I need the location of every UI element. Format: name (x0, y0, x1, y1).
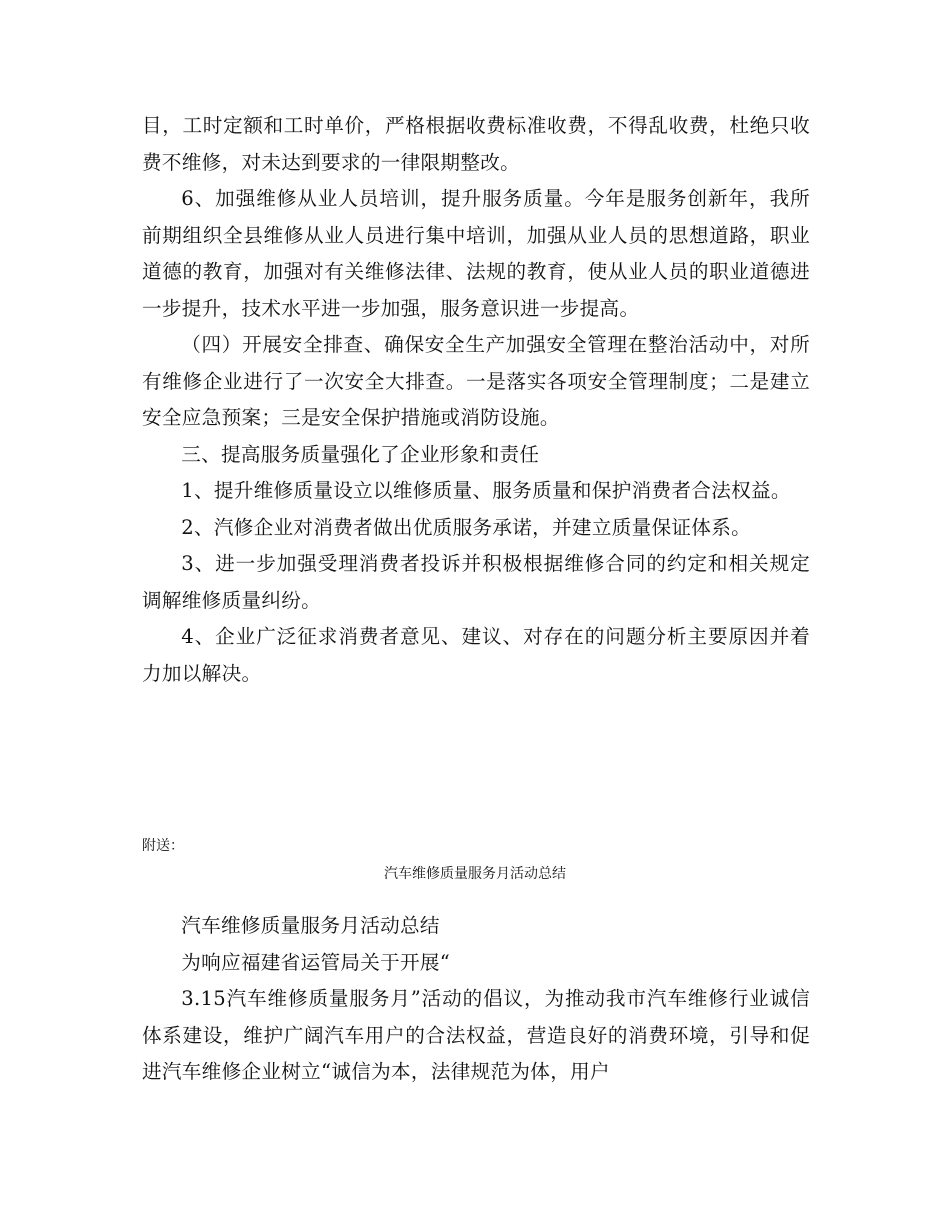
section-heading: 三、提高服务质量强化了企业形象和责任 (181, 442, 540, 466)
paragraph: 1、提升维修质量设立以维修质量、服务质量和保护消费者合法权益。 (181, 479, 791, 502)
appendix-label: 附送： (142, 838, 184, 854)
appendix-title: 汽车维修质量服务月活动总结 (384, 866, 566, 882)
body-text-section-1 (142, 108, 810, 692)
paragraph: 2、汽修企业对消费者做出优质服务承诺，并建立质量保证体系。 (181, 515, 751, 539)
paragraph: 为响应福建省运管局关于开展“ (181, 950, 451, 974)
body-text-section-2 (142, 908, 810, 1091)
paragraph: （四）开展安全排查、确保安全生产加强安全管理在整治活动中，对所有维修企业进行了一次安全大排查。一是落实各项安全管理制度；二是建立安全应急预案；三是安全保护措施或消防设施。 (142, 333, 810, 429)
paragraph: 目，工时定额和工时单价，严格根据收费标准收费，不得乱收费，杜绝只收费不维修，对未达到要求的一律限期整改。 (142, 114, 810, 174)
paragraph: 3.15汽车维修质量服务月”活动的倡议，为推动我市汽车维修行业诚信体系建设，维护广阔汽车用户的合法权益，营造良好的消费环境，引导和促进汽车维修企业树立“诚信为本，法律规范为体，用户 (142, 987, 810, 1083)
paragraph: 4、企业广泛征求消费者意见、建议、对存在的问题分析主要原因并着力加以解决。 (142, 625, 810, 685)
paragraph: 3、进一步加强受理消费者投诉并积极根据维修合同的约定和相关规定调解维修质量纠纷。 (142, 552, 810, 612)
paragraph: 6、加强维修从业人员培训，提升服务质量。今年是服务创新年，我所前期组织全县维修从业人员进行集中培训，加强从业人员的思想道路，职业道德的教育，加强对有关维修法律、法规的教育，使从业人员的职业道德进一步提升，技术水平进一步加强，服务意识进一步提高。 (142, 187, 810, 320)
paragraph: 汽车维修质量服务月活动总结 (181, 914, 440, 937)
